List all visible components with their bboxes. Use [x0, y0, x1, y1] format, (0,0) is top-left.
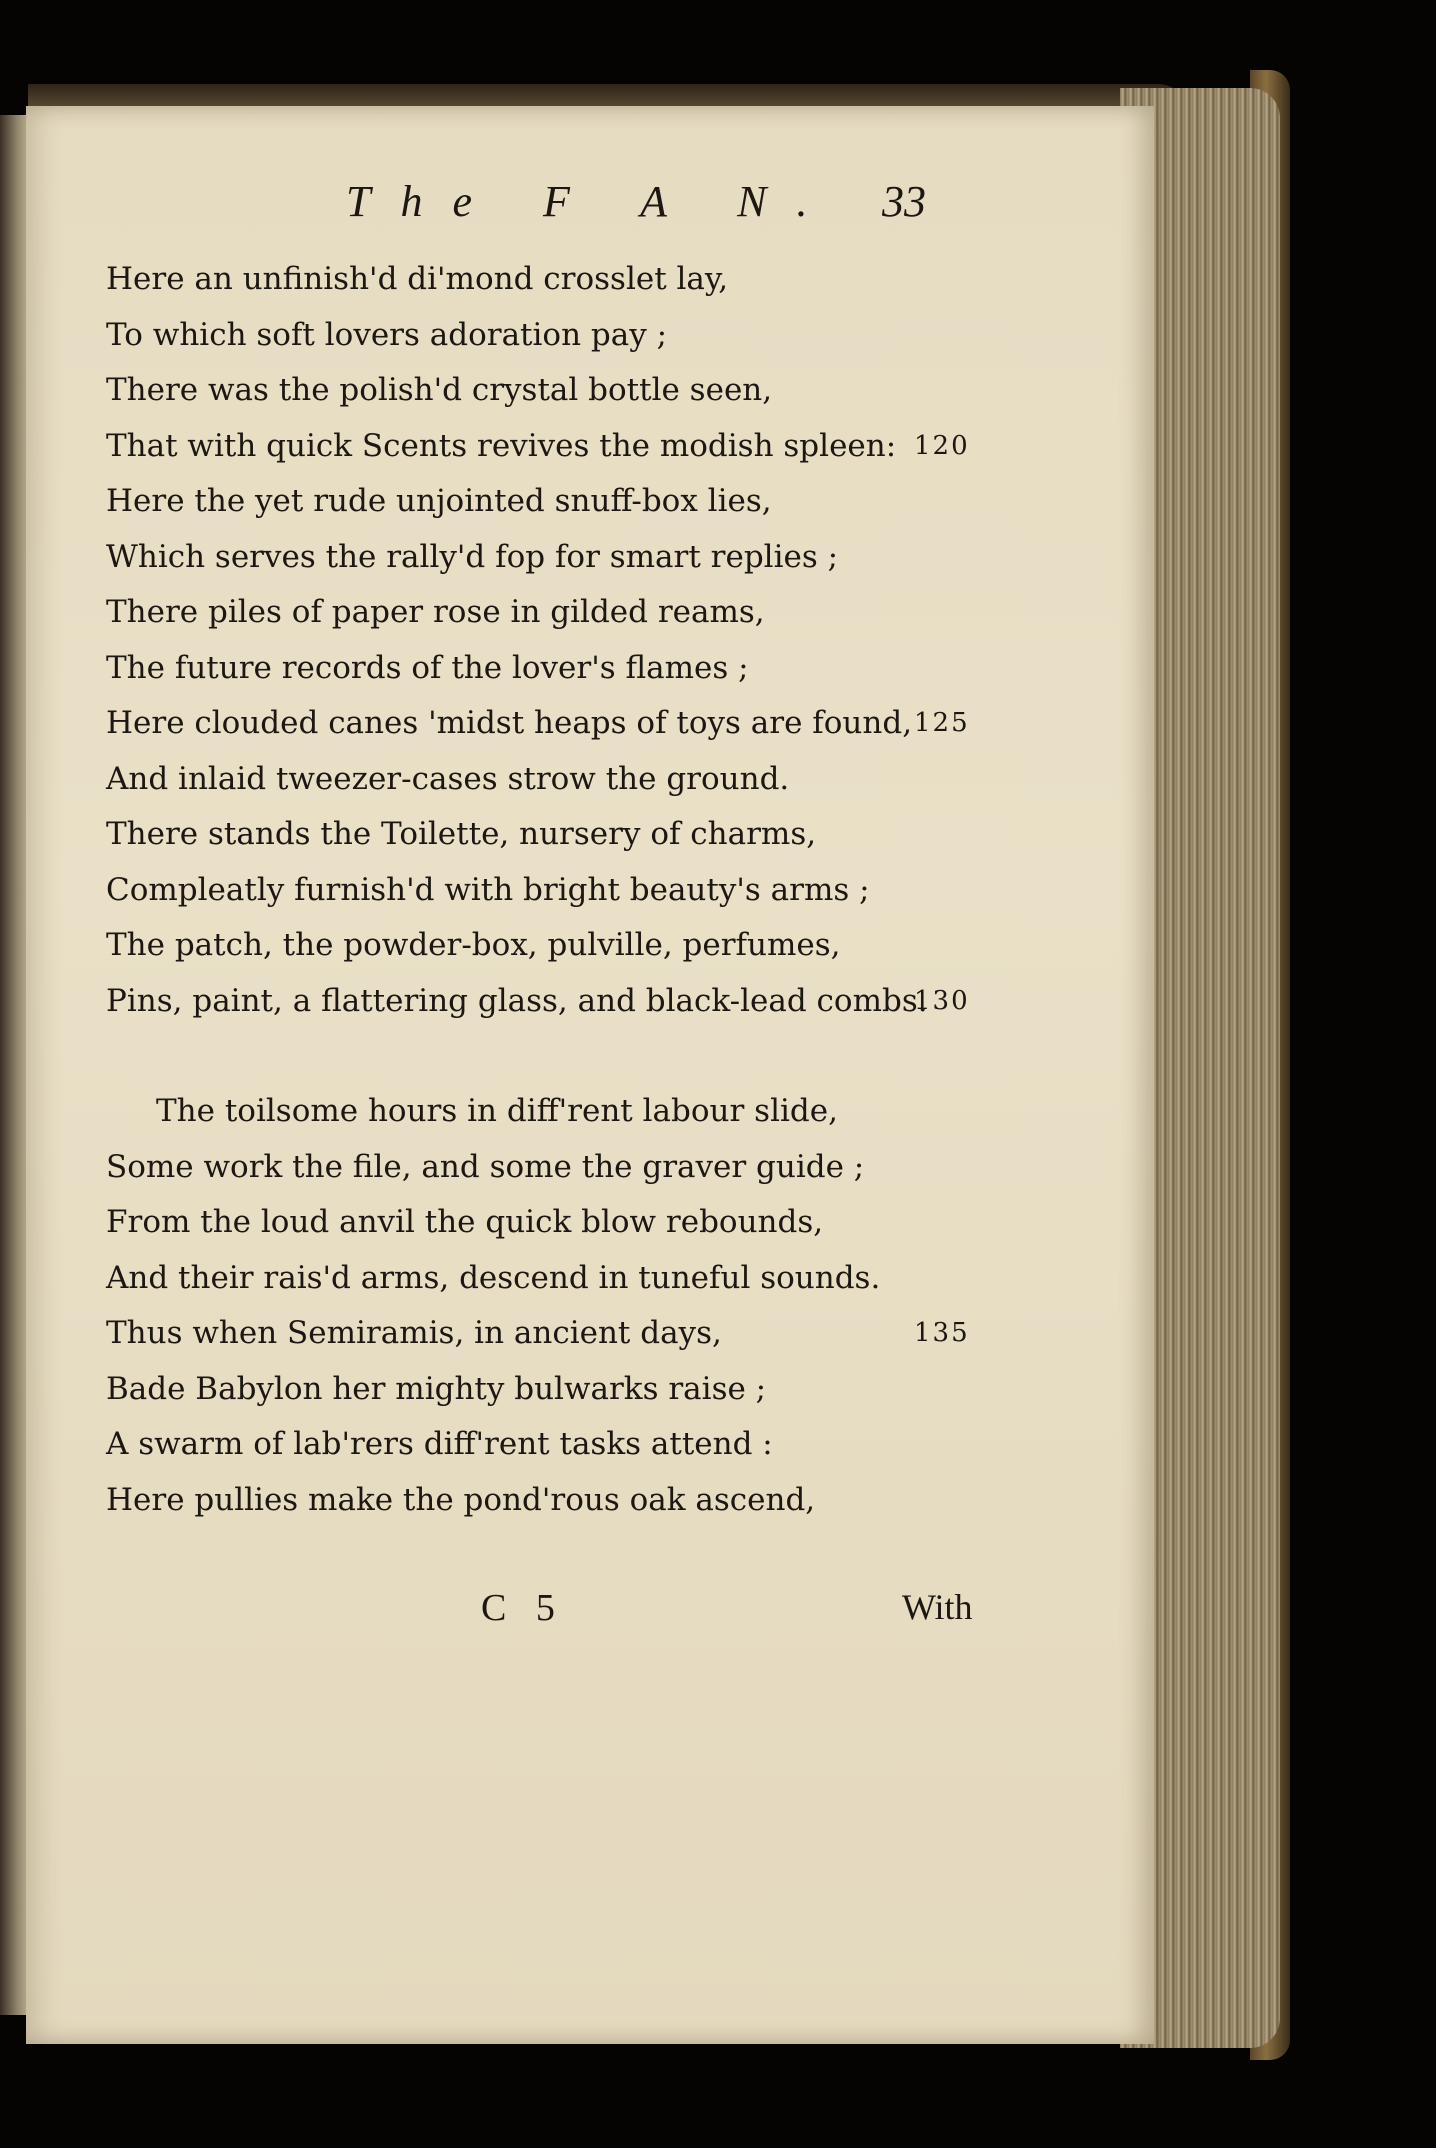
verse-line: [26, 530, 1154, 586]
verse-line: [26, 1362, 1154, 1418]
line-text: Compleatly furnish'd with bright beauty's arms ;: [106, 871, 870, 908]
line-text: Here an unfinish'd di'mond crosslet lay,: [106, 261, 729, 297]
line-text: Bade Babylon her mighty bulwarks raise ;: [106, 1370, 767, 1407]
line-text: A swarm of lab'rers diff'rent tasks attend :: [106, 1426, 773, 1462]
catchword: With: [902, 1587, 973, 1627]
verse-line: [26, 1084, 1154, 1140]
line-number: 125: [914, 708, 970, 738]
line-text: That with quick Scents revives the modish spleen:: [106, 427, 897, 464]
line-number: 130: [914, 985, 970, 1016]
line-text: And their rais'd arms, descend in tuneful sounds.: [106, 1259, 881, 1296]
verse-line: [26, 641, 1154, 697]
line-number: 120: [914, 430, 970, 461]
verse-line: [26, 696, 1154, 752]
line-text: Some work the file, and some the graver guide ;: [106, 1148, 865, 1185]
stanza-2: [26, 1084, 1154, 1528]
verse-line: [26, 252, 1154, 308]
facing-page-edge: [0, 115, 28, 2015]
verse-line: [26, 308, 1154, 364]
line-text: Which serves the rally'd fop for smart replies ;: [106, 538, 839, 575]
line-text: The toilsome hours in diff'rent labour slide,: [156, 1093, 838, 1129]
verse-line: [26, 1251, 1154, 1307]
line-text: There was the polish'd crystal bottle seen,: [106, 372, 773, 408]
verse-line: [26, 474, 1154, 530]
line-text: Pins, paint, a flattering glass, and black-lead combs.: [106, 982, 928, 1019]
line-text: There stands the Toilette, nursery of charms,: [106, 816, 817, 852]
verse-line: [26, 1195, 1154, 1251]
stanza-1: [26, 252, 1154, 1029]
line-text: From the loud anvil the quick blow rebounds,: [106, 1204, 824, 1240]
line-text: The patch, the powder-box, pulville, perfumes,: [106, 927, 841, 963]
line-number: 135: [914, 1318, 970, 1348]
running-title: The F A N.: [346, 177, 838, 226]
verse-line: [26, 807, 1154, 863]
verse-line: [26, 863, 1154, 919]
book-page: [26, 106, 1154, 2044]
line-text: Thus when Semiramis, in ancient days,: [106, 1315, 722, 1351]
verse-line: [26, 363, 1154, 419]
line-text: And inlaid tweezer-cases strow the ground.: [106, 760, 790, 797]
verse-line: [26, 585, 1154, 641]
line-text: Here the yet rude unjointed snuff-box lies,: [106, 483, 772, 519]
signature-mark: C 5: [481, 1587, 565, 1629]
verse-line: [26, 918, 1154, 974]
verse-line: [26, 1306, 1154, 1362]
line-text: There piles of paper rose in gilded reams,: [106, 594, 765, 630]
running-head: [26, 176, 1154, 236]
verse-line: [26, 752, 1154, 808]
line-text: Here pullies make the pond'rous oak ascend,: [106, 1481, 816, 1518]
page-number: 33: [882, 177, 926, 226]
verse-line: [26, 974, 1154, 1030]
verse-line: [26, 1417, 1154, 1473]
verse-line: [26, 1140, 1154, 1196]
line-text: The future records of the lover's flames ;: [106, 649, 749, 686]
line-text: Here clouded canes 'midst heaps of toys are found,: [106, 705, 913, 741]
verse-line: [26, 1473, 1154, 1529]
line-text: To which soft lovers adoration pay ;: [106, 316, 668, 353]
verse-line: [26, 419, 1154, 475]
